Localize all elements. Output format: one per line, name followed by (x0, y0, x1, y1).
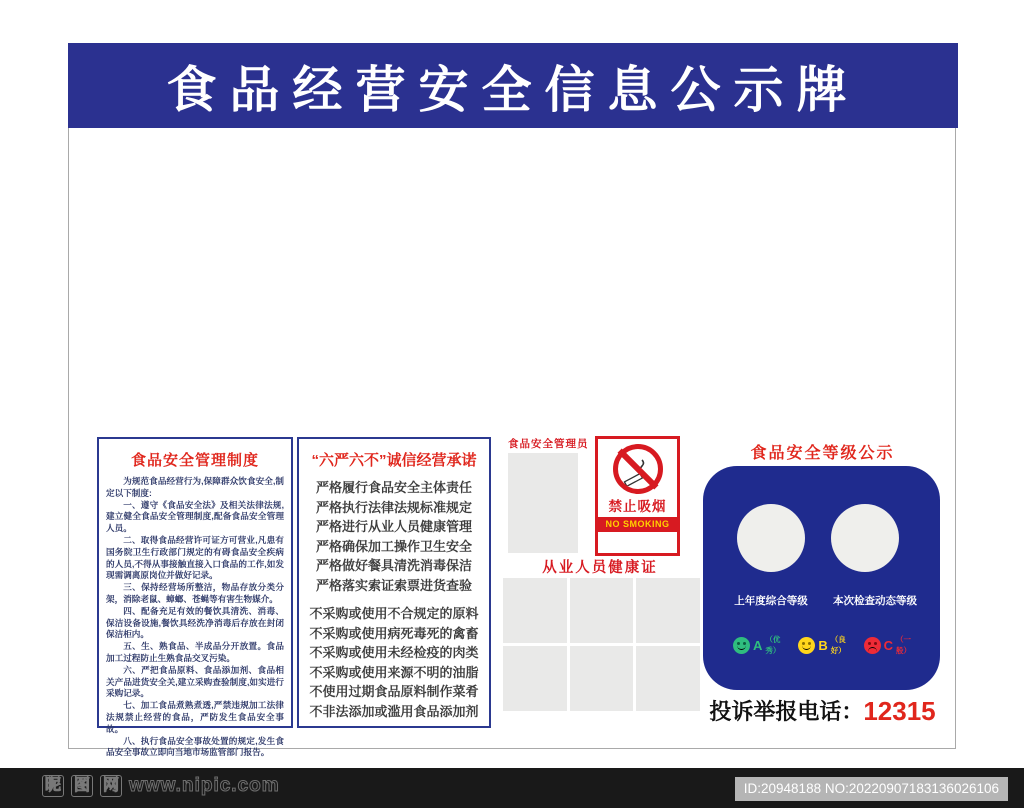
food-safety-manager-label: 食品安全管理员 (508, 438, 589, 450)
current-grade-label: 本次检查动态等级 (833, 595, 917, 607)
promise-line: 严格确保加工操作卫生安全 (315, 538, 472, 554)
no-smoking-text-cn: 禁止吸烟 (608, 499, 667, 514)
grade-legend-row (733, 634, 915, 656)
management-rule: 一、遵守《食品安全法》及相关法律法规,建立健全食品安全管理制度,配备食品安全管理人员。 (106, 499, 284, 534)
certificate-placeholder (503, 578, 567, 643)
promise-line: 严格进行从业人员健康管理 (315, 519, 472, 534)
hotline-number: 12315 (863, 696, 936, 726)
promise-line: 不非法添加或滥用食品添加剂 (309, 703, 479, 719)
promise-line: 严格做好餐具清洗消毒保洁 (315, 558, 472, 573)
hotline-label: 投诉举报电话： (709, 699, 864, 724)
logo-char: 网 (100, 775, 122, 797)
management-rule: 二、取得食品经营许可证方可营业,凡患有国务院卫生行政部门规定的有碍食品安全疾病的人员,不得从事接触直接入口食品的工作,如发现需调离原岗位并做好记录。 (106, 534, 284, 581)
previous-grade-label: 上年度综合等级 (734, 595, 808, 607)
promise-line: 严格落实索证索票进货查验 (315, 577, 472, 593)
certificate-placeholder (503, 646, 567, 711)
board-title: 食品经营安全信息公示牌 (166, 61, 860, 118)
management-system-panel (97, 437, 293, 758)
grade-note: （一般） (896, 635, 912, 655)
previous-grade-circle (737, 504, 805, 572)
complaint-hotline (695, 695, 950, 727)
management-rule: 七、加工食品煮熟煮透,严禁违规加工法律法规禁止经营的食品，严防发生食品安全事故。 (106, 700, 284, 734)
grade-letter: A (753, 637, 763, 653)
promise-line: 不采购或使用未经检疫的肉类 (309, 645, 479, 660)
promise-panel (297, 437, 491, 728)
promise-line: 严格履行食品安全主体责任 (315, 480, 472, 495)
frowny-average-icon (864, 637, 881, 654)
watermark-bar (0, 768, 1024, 808)
certificate-placeholder (636, 646, 700, 711)
management-panel-title: 食品安全管理制度 (130, 452, 259, 469)
management-rule: 八、执行食品安全事故处置的规定,发生食品安全事故立即向当地市场监管部门报告。 (106, 735, 284, 758)
promise-line: 不采购或使用来源不明的油脂 (309, 664, 479, 680)
management-rule: 四、配备充足有效的餐饮具清洗、消毒、保洁设备设施,餐饮具经洗净消毒后存放在封闭保洁柜内。 (106, 605, 284, 640)
grade-c-item (864, 634, 915, 656)
promise-divider-gap (303, 595, 485, 604)
management-rule: 六、严把食品原料、食品添加剂、食品相关产品进货安全关,建立采购查验制度,如实进行采购记录。 (106, 664, 284, 699)
promise-line: 不使用过期食品原料制作菜肴 (309, 684, 479, 699)
grade-letter: B (818, 637, 828, 653)
promise-line: 不采购或使用病死毒死的禽畜 (309, 625, 479, 641)
management-rule: 为规范食品经营行为,保障群众饮食安全,制定以下制度: (106, 476, 284, 498)
grade-a-item (733, 634, 784, 656)
management-rule: 三、保持经营场所整洁，物品存放分类分架，消除老鼠、蟑螂、苍蝇等有害生物媒介。 (106, 582, 284, 604)
board-title-bar (68, 43, 958, 128)
promise-panel-title: “六严六不”诚信经营承诺 (311, 452, 477, 469)
health-certificate-grid (503, 578, 700, 711)
certificate-placeholder (570, 646, 633, 711)
grade-letter: C (883, 637, 894, 653)
logo-char: 图 (71, 775, 93, 797)
rating-section-title: 食品安全等级公示 (750, 445, 895, 462)
grade-note: （良好） (830, 635, 846, 655)
image-id-badge: ID:20948188 NO:20220907183136026106 (735, 777, 1008, 801)
certificate-placeholder (570, 578, 633, 643)
promise-line: 不采购或使用不合规定的原料 (309, 606, 479, 621)
certificate-placeholder (636, 578, 700, 643)
no-smoking-sign (595, 436, 680, 556)
promise-line: 严格执行法律法规标准规定 (315, 499, 472, 515)
management-rule: 五、生、熟食品、半成品分开放置。食品加工过程防止生熟食品交叉污染。 (106, 641, 284, 663)
smiley-excellent-icon (733, 637, 750, 654)
no-smoking-icon (613, 444, 663, 494)
logo-char: 昵 (42, 775, 64, 797)
grade-b-item (798, 634, 849, 656)
smiley-good-icon (798, 637, 815, 654)
no-smoking-text-en: NO SMOKING (598, 517, 677, 532)
current-grade-circle (831, 504, 899, 572)
rating-panel (703, 466, 940, 690)
health-certificate-title: 从业人员健康证 (542, 560, 658, 576)
site-url: www.nipic.com (129, 775, 280, 796)
grade-note: （优秀） (765, 635, 781, 655)
nipic-logo (42, 775, 280, 797)
manager-photo-placeholder (508, 453, 578, 553)
